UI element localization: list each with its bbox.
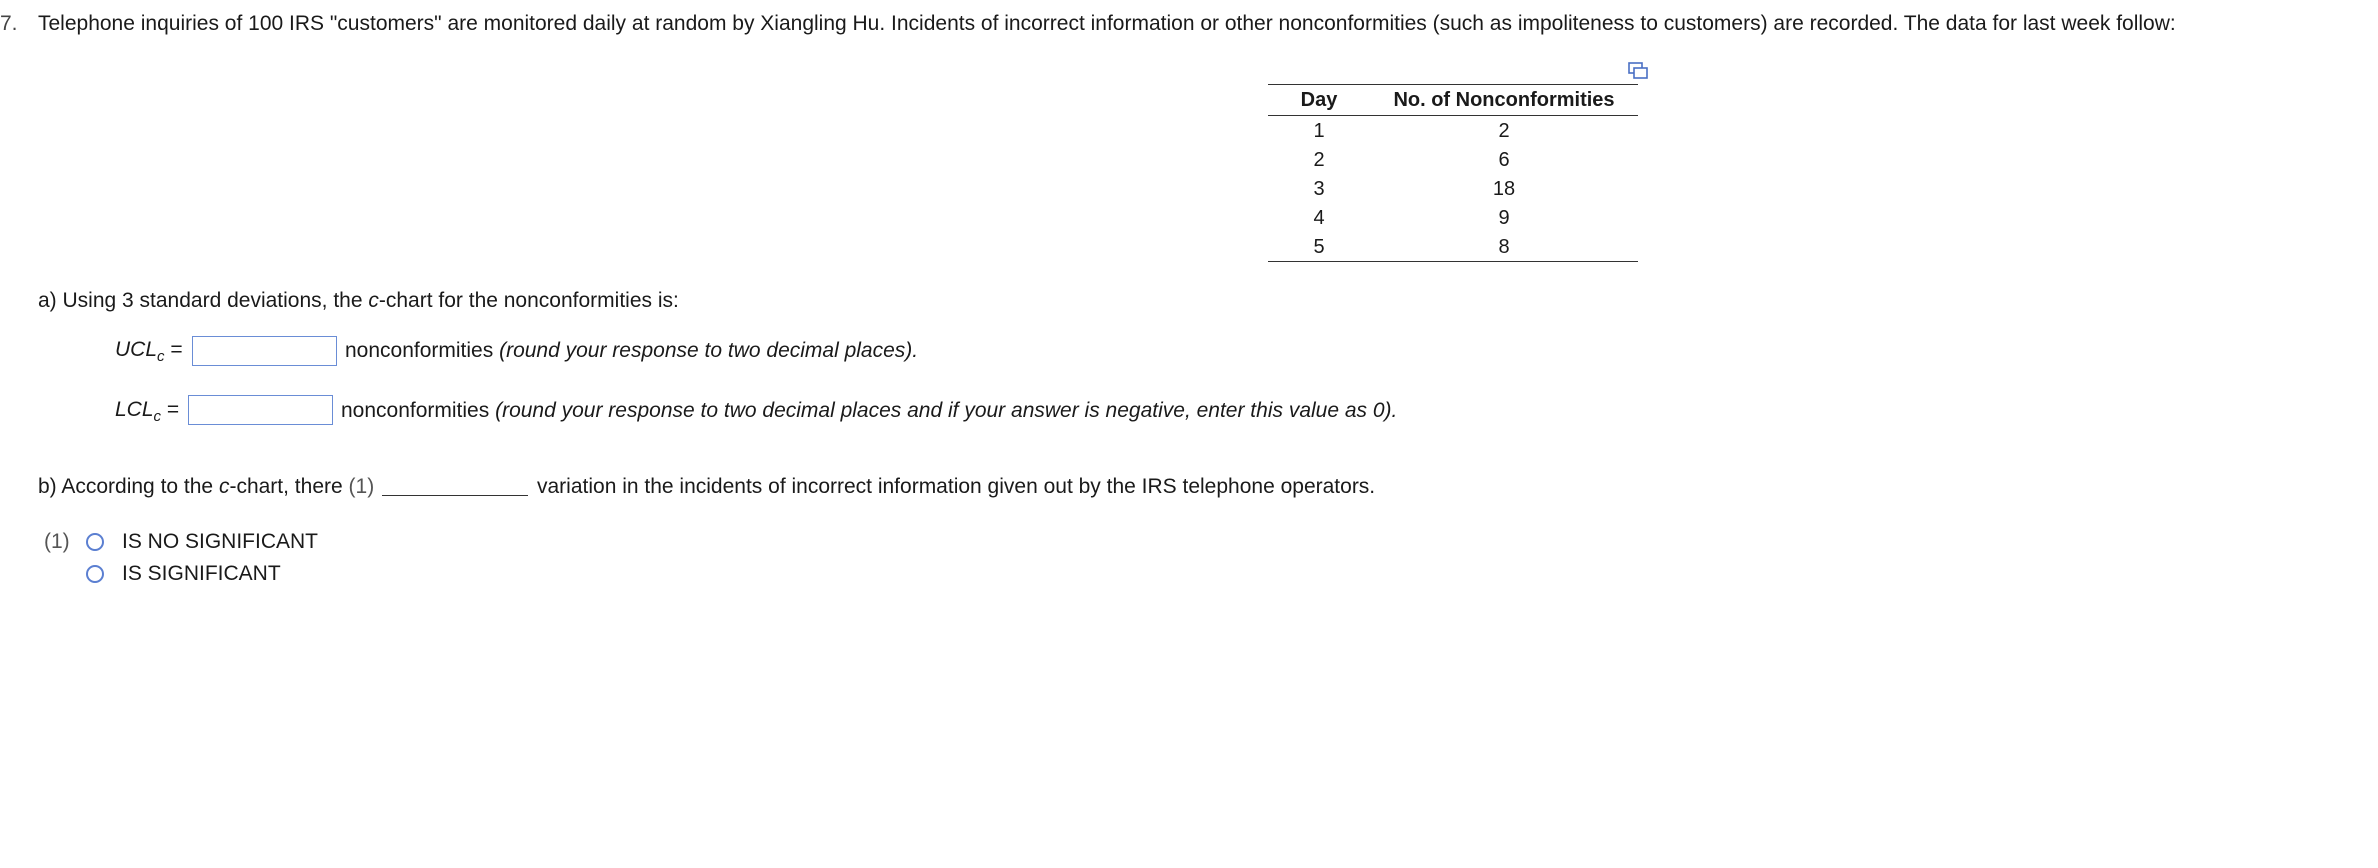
count-cell: 2 <box>1498 119 1510 142</box>
table-header-row <box>1268 85 1638 116</box>
nonconformities-table <box>1268 84 1638 262</box>
table-row <box>1268 232 1638 262</box>
part-b-suffix: variation in the incidents of incorrect information given out by the IRS telephone operators. <box>537 475 1376 498</box>
option-label-is-no-significant[interactable]: IS NO SIGNIFICANT <box>122 530 319 553</box>
lcl-label: $LCL_c$ = <box>115 398 180 426</box>
count-cell: 18 <box>1492 177 1516 200</box>
table-row <box>1268 203 1638 232</box>
ucl-instructions: nonconformities (round your response to two decimal places). <box>345 339 919 362</box>
radio-is-no-significant[interactable] <box>86 533 104 551</box>
table-row <box>1268 116 1638 146</box>
option-label-is-significant[interactable]: IS SIGNIFICANT <box>122 562 281 585</box>
question-text: Telephone inquiries of 100 IRS "customers" are monitored daily at random by Xiangling Hu. Incidents of incorrect information or other nonconformities (such as impoliteness to customers) are recorded. The data for last week follow: <box>38 12 2176 35</box>
day-cell: 2 <box>1313 148 1325 171</box>
ucl-label: $UCL_c$ = <box>115 338 183 366</box>
day-cell: 4 <box>1313 206 1325 229</box>
radio-is-significant[interactable] <box>86 565 104 583</box>
day-cell: 1 <box>1313 119 1325 142</box>
lcl-input[interactable] <box>188 395 333 425</box>
day-cell: 3 <box>1313 177 1325 200</box>
part-b-prompt: b) According to the c-chart, there (1) <box>38 475 375 498</box>
answer-blank[interactable] <box>382 495 528 496</box>
options-marker: (1) <box>44 530 70 553</box>
lcl-instructions: nonconformities (round your response to two decimal places and if your answer is negative, enter this value as 0). <box>341 399 1398 422</box>
table-row <box>1268 174 1638 203</box>
ucl-input[interactable] <box>192 336 337 366</box>
count-cell: 8 <box>1370 232 1638 262</box>
copy-data-icon[interactable] <box>1628 62 1648 80</box>
day-cell: 5 <box>1268 232 1370 262</box>
column-header-nonconformities: No. of Nonconformities <box>1370 85 1638 116</box>
column-header-day: Day <box>1268 85 1370 116</box>
part-a-prompt: a) Using 3 standard deviations, the c-chart for the nonconformities is: <box>38 289 679 312</box>
table-row <box>1268 145 1638 174</box>
count-cell: 9 <box>1498 206 1510 229</box>
count-cell: 6 <box>1498 148 1510 171</box>
question-number: 7. <box>0 12 18 35</box>
